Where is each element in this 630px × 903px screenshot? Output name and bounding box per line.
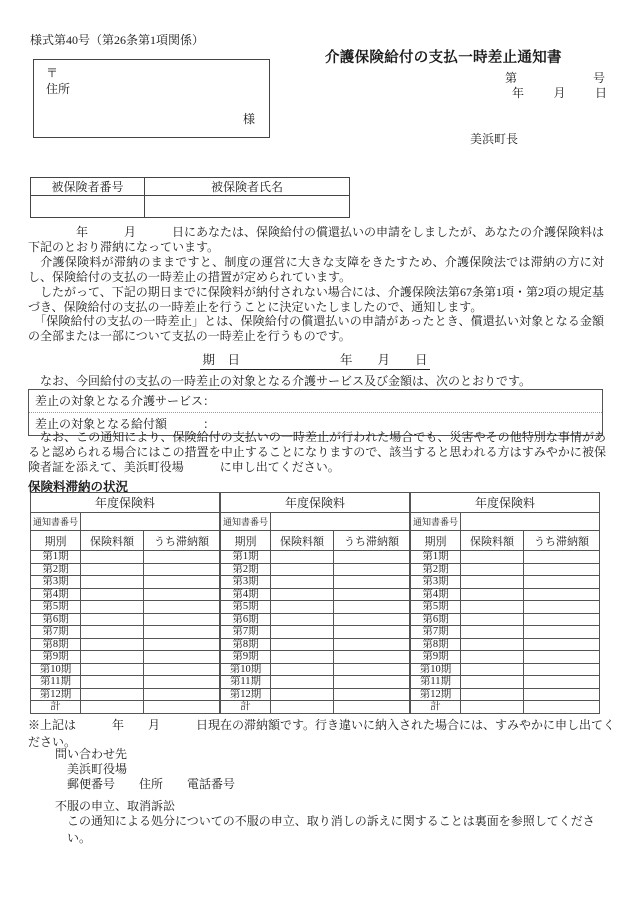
premium-amount-cell bbox=[81, 576, 144, 589]
premium-amount-cell bbox=[271, 626, 334, 639]
premium-amount-cell bbox=[81, 551, 144, 564]
arrears-amount-cell bbox=[524, 626, 600, 639]
arrears-amount-cell bbox=[334, 563, 410, 576]
arrears-amount-cell bbox=[524, 663, 600, 676]
arrears-column-header: うち滞納額 bbox=[524, 531, 600, 551]
document-title: 介護保険給付の支払一時差止通知書 bbox=[325, 50, 562, 66]
period-row bbox=[221, 663, 410, 676]
period-row bbox=[31, 676, 220, 689]
arrears-amount-cell bbox=[334, 688, 410, 701]
period-column-header: 期別 bbox=[221, 531, 271, 551]
column-header-row bbox=[411, 531, 600, 551]
notice-number-label: 通知書番号 bbox=[411, 513, 461, 531]
period-label: 第10期 bbox=[411, 663, 461, 676]
period-label: 第11期 bbox=[411, 676, 461, 689]
period-row bbox=[411, 676, 600, 689]
premium-amount-cell bbox=[81, 651, 144, 664]
period-label: 第9期 bbox=[411, 651, 461, 664]
period-row bbox=[31, 626, 220, 639]
period-label: 第4期 bbox=[31, 588, 81, 601]
period-label: 第1期 bbox=[221, 551, 271, 564]
appeal-body: この通知による処分についての不服の申立、取り消しの訴えに関することは裏面を参照してください。 bbox=[67, 814, 595, 845]
total-arrears-cell bbox=[334, 701, 410, 714]
year-header-row bbox=[411, 493, 600, 513]
premium-amount-cell bbox=[81, 613, 144, 626]
period-label: 第1期 bbox=[31, 551, 81, 564]
premium-amount-cell bbox=[81, 588, 144, 601]
period-row bbox=[221, 588, 410, 601]
suspension-target-box bbox=[28, 389, 603, 436]
insured-number-header: 被保険者番号 bbox=[31, 178, 145, 196]
appeal-heading: 不服の申立、取消訴訟 bbox=[55, 799, 176, 813]
period-row bbox=[31, 563, 220, 576]
body-text bbox=[28, 225, 604, 344]
arrears-amount-cell bbox=[524, 563, 600, 576]
period-row bbox=[411, 688, 600, 701]
premium-amount-cell bbox=[271, 551, 334, 564]
contact-office: 美浜町役場 bbox=[67, 762, 128, 776]
premium-amount-cell bbox=[271, 638, 334, 651]
period-column-header: 期別 bbox=[411, 531, 461, 551]
period-row bbox=[31, 688, 220, 701]
premium-amount-cell bbox=[271, 601, 334, 614]
period-label: 第5期 bbox=[411, 601, 461, 614]
period-row bbox=[221, 601, 410, 614]
premium-amount-cell bbox=[81, 626, 144, 639]
arrears-amount-cell bbox=[144, 638, 220, 651]
period-row bbox=[411, 588, 600, 601]
arrears-amount-cell bbox=[334, 626, 410, 639]
notice-number-value bbox=[81, 513, 220, 531]
arrears-amount-cell bbox=[144, 563, 220, 576]
notice-number-label: 通知書番号 bbox=[31, 513, 81, 531]
total-arrears-cell bbox=[524, 701, 600, 714]
arrears-amount-cell bbox=[524, 613, 600, 626]
arrears-section-heading: 保険料滞納の状況 bbox=[28, 480, 129, 494]
period-label: 第5期 bbox=[31, 601, 81, 614]
arrears-amount-cell bbox=[144, 613, 220, 626]
arrears-amount-cell bbox=[334, 663, 410, 676]
year-header-row bbox=[221, 493, 410, 513]
premium-amount-cell bbox=[461, 676, 524, 689]
addressee-box bbox=[33, 59, 270, 138]
period-row bbox=[411, 576, 600, 589]
premium-amount-cell bbox=[461, 576, 524, 589]
arrears-amount-cell bbox=[144, 626, 220, 639]
period-label: 第10期 bbox=[31, 663, 81, 676]
notice-number-label: 通知書番号 bbox=[221, 513, 271, 531]
period-label: 第6期 bbox=[221, 613, 271, 626]
paragraph-application: 年 月 日にあなたは、保険給付の償還払いの申請をしましたが、あなたの介護保険料は下記のとおり滞納になっています。 bbox=[28, 225, 605, 254]
period-label: 第3期 bbox=[31, 576, 81, 589]
address-label: 住所 bbox=[46, 82, 71, 96]
date-month-label: 月 bbox=[553, 86, 566, 100]
period-label: 第8期 bbox=[411, 638, 461, 651]
arrears-table-1 bbox=[30, 492, 219, 714]
period-row bbox=[221, 576, 410, 589]
insured-number-cell bbox=[31, 196, 145, 218]
premium-amount-cell bbox=[271, 676, 334, 689]
contact-fields: 郵便番号 住所 電話番号 bbox=[67, 777, 236, 791]
total-arrears-cell bbox=[144, 701, 220, 714]
target-amount-row: 差止の対象となる給付額 ： bbox=[35, 417, 216, 431]
period-label: 第3期 bbox=[411, 576, 461, 589]
period-label: 第6期 bbox=[31, 613, 81, 626]
period-label: 第1期 bbox=[411, 551, 461, 564]
issuer-name: 美浜町長 bbox=[470, 132, 519, 146]
period-label: 第2期 bbox=[221, 563, 271, 576]
arrears-amount-cell bbox=[524, 676, 600, 689]
total-premium-cell bbox=[271, 701, 334, 714]
total-premium-cell bbox=[461, 701, 524, 714]
period-row bbox=[31, 576, 220, 589]
arrears-column-header: うち滞納額 bbox=[334, 531, 410, 551]
deadline-line: 期 日 年 月 日 bbox=[200, 350, 429, 370]
premium-amount-cell bbox=[271, 663, 334, 676]
period-label: 第5期 bbox=[221, 601, 271, 614]
premium-amount-cell bbox=[271, 588, 334, 601]
period-row bbox=[411, 563, 600, 576]
arrears-table-3 bbox=[410, 492, 599, 714]
period-row bbox=[31, 651, 220, 664]
arrears-amount-cell bbox=[524, 551, 600, 564]
notice-number-row bbox=[221, 513, 410, 531]
period-label: 第2期 bbox=[31, 563, 81, 576]
premium-amount-cell bbox=[461, 563, 524, 576]
premium-amount-cell bbox=[81, 688, 144, 701]
year-premium-header: 年度保険料 bbox=[411, 493, 600, 513]
premium-column-header: 保険料額 bbox=[461, 531, 524, 551]
arrears-amount-cell bbox=[334, 676, 410, 689]
total-premium-cell bbox=[81, 701, 144, 714]
period-row bbox=[31, 588, 220, 601]
premium-amount-cell bbox=[461, 601, 524, 614]
premium-amount-cell bbox=[271, 613, 334, 626]
doc-no-suffix: 号 bbox=[592, 71, 605, 85]
arrears-amount-cell bbox=[144, 588, 220, 601]
period-row bbox=[221, 676, 410, 689]
arrears-amount-cell bbox=[334, 588, 410, 601]
insured-person-table bbox=[30, 177, 350, 218]
arrears-amount-cell bbox=[334, 551, 410, 564]
period-label: 第8期 bbox=[31, 638, 81, 651]
premium-amount-cell bbox=[81, 663, 144, 676]
paragraph-cancellation: なお、この通知により、保険給付の支払いの一時差止が行われた場合でも、災害やその他特別な事情があると認められる場合にはこの措置を中止することになりますので、該当すると思われる方はすみやかに被保険者証を添えて、美浜町役場 に申し出てください。 bbox=[28, 430, 606, 474]
period-label: 第2期 bbox=[411, 563, 461, 576]
period-row bbox=[31, 638, 220, 651]
period-label: 第11期 bbox=[31, 676, 81, 689]
total-row bbox=[31, 701, 220, 714]
period-row bbox=[221, 626, 410, 639]
period-row bbox=[411, 551, 600, 564]
period-rows bbox=[411, 551, 600, 701]
arrears-footnote: ※上記は 年 月 日現在の滞納額です。行き違いに納入された場合には、すみやかに申し出てください。 bbox=[28, 718, 616, 749]
paragraph-decision: したがって、下記の期日までに保険料が納付されない場合には、介護保険法第67条第1項・第2項の規定基づき、保険給付の支払の一時差止を行うことに決定いたしましたので、通知します。 bbox=[28, 284, 604, 314]
arrears-amount-cell bbox=[144, 688, 220, 701]
total-row bbox=[411, 701, 600, 714]
period-label: 第9期 bbox=[31, 651, 81, 664]
arrears-amount-cell bbox=[524, 638, 600, 651]
year-premium-header: 年度保険料 bbox=[31, 493, 220, 513]
period-label: 第8期 bbox=[221, 638, 271, 651]
period-column-header: 期別 bbox=[31, 531, 81, 551]
deadline-line-wrap bbox=[0, 350, 630, 370]
period-row bbox=[221, 688, 410, 701]
premium-amount-cell bbox=[271, 651, 334, 664]
premium-amount-cell bbox=[271, 688, 334, 701]
period-row bbox=[31, 613, 220, 626]
period-label: 第12期 bbox=[411, 688, 461, 701]
date-line bbox=[512, 84, 607, 101]
total-label: 計 bbox=[31, 701, 81, 714]
insured-value-row bbox=[31, 196, 350, 218]
insured-header-row bbox=[31, 178, 350, 196]
premium-amount-cell bbox=[81, 563, 144, 576]
premium-amount-cell bbox=[271, 576, 334, 589]
arrears-amount-cell bbox=[524, 651, 600, 664]
arrears-amount-cell bbox=[334, 638, 410, 651]
period-rows bbox=[221, 551, 410, 701]
arrears-amount-cell bbox=[334, 601, 410, 614]
premium-amount-cell bbox=[271, 563, 334, 576]
arrears-amount-cell bbox=[524, 588, 600, 601]
column-header-row bbox=[31, 531, 220, 551]
period-row bbox=[411, 651, 600, 664]
period-label: 第7期 bbox=[31, 626, 81, 639]
premium-amount-cell bbox=[81, 676, 144, 689]
arrears-table-2 bbox=[220, 492, 409, 714]
premium-amount-cell bbox=[461, 638, 524, 651]
arrears-amount-cell bbox=[524, 601, 600, 614]
period-row bbox=[411, 601, 600, 614]
period-label: 第11期 bbox=[221, 676, 271, 689]
arrears-amount-cell bbox=[144, 663, 220, 676]
period-label: 第7期 bbox=[411, 626, 461, 639]
period-label: 第10期 bbox=[221, 663, 271, 676]
period-label: 第4期 bbox=[221, 588, 271, 601]
doc-no-prefix: 第 bbox=[505, 71, 518, 85]
period-label: 第4期 bbox=[411, 588, 461, 601]
premium-column-header: 保険料額 bbox=[81, 531, 144, 551]
period-row bbox=[411, 663, 600, 676]
date-day-label: 日 bbox=[594, 86, 607, 100]
arrears-column-header: うち滞納額 bbox=[144, 531, 220, 551]
notice-number-row bbox=[411, 513, 600, 531]
arrears-amount-cell bbox=[334, 651, 410, 664]
period-label: 第12期 bbox=[221, 688, 271, 701]
period-row bbox=[221, 551, 410, 564]
arrears-amount-cell bbox=[144, 676, 220, 689]
premium-amount-cell bbox=[81, 638, 144, 651]
arrears-amount-cell bbox=[524, 688, 600, 701]
period-label: 第7期 bbox=[221, 626, 271, 639]
period-row bbox=[221, 638, 410, 651]
target-service-row: 差止の対象となる介護サービス： bbox=[29, 390, 602, 413]
period-row bbox=[31, 663, 220, 676]
paragraph-target-intro: なお、今回給付の支払の一時差止の対象となる介護サービス及び金額は、次のとおりです。 bbox=[28, 374, 532, 388]
arrears-amount-cell bbox=[524, 576, 600, 589]
total-label: 計 bbox=[221, 701, 271, 714]
premium-amount-cell bbox=[461, 626, 524, 639]
period-row bbox=[221, 613, 410, 626]
year-header-row bbox=[31, 493, 220, 513]
period-label: 第3期 bbox=[221, 576, 271, 589]
period-row bbox=[31, 601, 220, 614]
premium-amount-cell bbox=[461, 651, 524, 664]
premium-amount-cell bbox=[461, 588, 524, 601]
arrears-amount-cell bbox=[334, 576, 410, 589]
premium-amount-cell bbox=[81, 601, 144, 614]
premium-amount-cell bbox=[461, 688, 524, 701]
period-label: 第12期 bbox=[31, 688, 81, 701]
premium-amount-cell bbox=[461, 613, 524, 626]
total-row bbox=[221, 701, 410, 714]
arrears-amount-cell bbox=[144, 651, 220, 664]
period-row bbox=[411, 626, 600, 639]
period-row bbox=[411, 638, 600, 651]
postal-mark: 〒 bbox=[46, 66, 59, 80]
honorific-sama: 様 bbox=[242, 112, 255, 126]
date-year-label: 年 bbox=[512, 86, 525, 100]
year-premium-header: 年度保険料 bbox=[221, 493, 410, 513]
notice-number-value bbox=[271, 513, 410, 531]
period-rows bbox=[31, 551, 220, 701]
total-label: 計 bbox=[411, 701, 461, 714]
insured-name-cell bbox=[145, 196, 350, 218]
insured-name-header: 被保険者氏名 bbox=[145, 178, 350, 196]
paragraph-definition: 「保険給付の支払の一時差止」とは、保険給付の償還払いの申請があったとき、償還払い対象となる金額の全部または一部について支払の一時差止を行うものです。 bbox=[28, 314, 604, 344]
period-label: 第9期 bbox=[221, 651, 271, 664]
period-row bbox=[411, 613, 600, 626]
paragraph-system: 介護保険料が滞納のままですと、制度の運営に大きな支障をきたすため、介護保険法では滞納の方に対し、保険給付の支払の一時差止の措置が定められています。 bbox=[28, 254, 604, 284]
period-row bbox=[221, 563, 410, 576]
premium-amount-cell bbox=[461, 663, 524, 676]
arrears-amount-cell bbox=[144, 601, 220, 614]
contact-heading: 問い合わせ先 bbox=[55, 747, 128, 761]
column-header-row bbox=[221, 531, 410, 551]
arrears-amount-cell bbox=[144, 576, 220, 589]
arrears-amount-cell bbox=[144, 551, 220, 564]
premium-amount-cell bbox=[461, 551, 524, 564]
period-row bbox=[31, 551, 220, 564]
premium-column-header: 保険料額 bbox=[271, 531, 334, 551]
notice-number-row bbox=[31, 513, 220, 531]
form-number: 様式第40号（第26条第1項関係） bbox=[30, 33, 205, 47]
period-label: 第6期 bbox=[411, 613, 461, 626]
period-row bbox=[221, 651, 410, 664]
notice-number-value bbox=[461, 513, 600, 531]
arrears-amount-cell bbox=[334, 613, 410, 626]
